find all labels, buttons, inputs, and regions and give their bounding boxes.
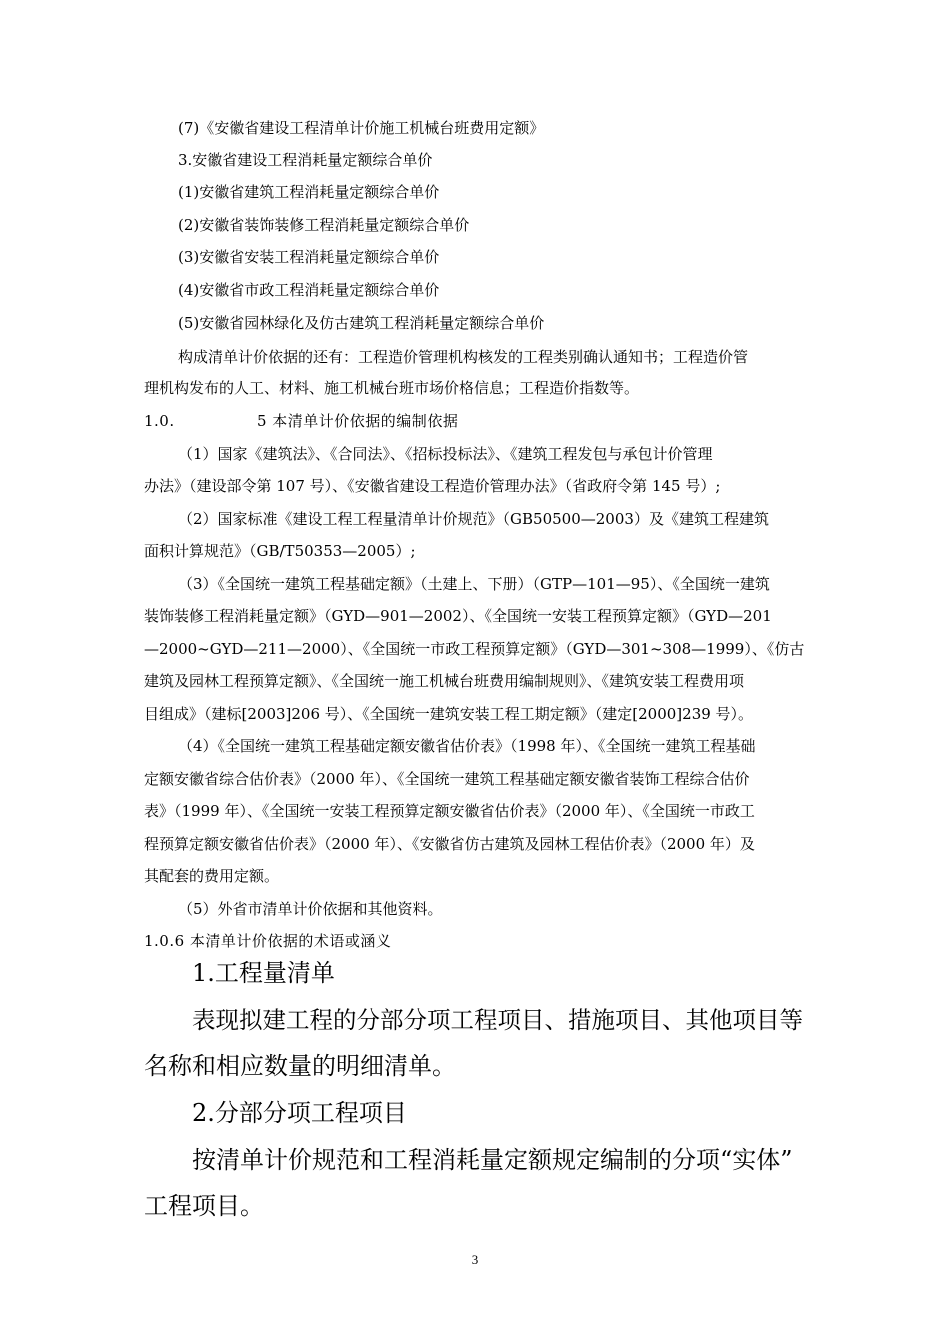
text-line: 目组成》（建标[2003]206 号）、《全国统一建筑安装工程工期定额》（建定[2000]239 号）。: [144, 705, 754, 723]
text-line: （2）国家标准《建设工程工程量清单计价规范》（GB50500—2003）及《建筑工程建筑: [178, 510, 769, 528]
text-line: (5)安徽省园林绿化及仿古建筑工程消耗量定额综合单价: [178, 314, 545, 332]
text-line: 装饰装修工程消耗量定额》（GYD—901—2002）、《全国统一安装工程预算定额》（GYD—201: [144, 607, 772, 625]
text-line: （4）《全国统一建筑工程基础定额安徽省估价表》（1998 年）、《全国统一建筑工程基础: [178, 737, 756, 755]
term-definition: 按清单计价规范和工程消耗量定额规定编制的分项“实体”: [192, 1146, 793, 1174]
text-line: 面积计算规范》（GB/T50353—2005）;: [144, 542, 416, 560]
text-line: (3)安徽省安装工程消耗量定额综合单价: [178, 248, 440, 266]
term-heading: 1.工程量清单: [192, 959, 335, 987]
text-line: 理机构发布的人工、材料、施工机械台班市场价格信息；工程造价指数等。: [144, 379, 640, 397]
text-line: 3.安徽省建设工程消耗量定额综合单价: [178, 151, 433, 169]
text-line: 办法》（建设部令第 107 号）、《安徽省建设工程造价管理办法》（省政府令第 145 号）;: [144, 477, 721, 495]
text-line: —2000~GYD—211—2000）、《全国统一市政工程预算定额》（GYD—301~308—1999）、《仿古: [144, 640, 805, 658]
text-line: (4)安徽省市政工程消耗量定额综合单价: [178, 281, 440, 299]
term-heading: 2.分部分项工程项目: [192, 1099, 407, 1127]
term-definition: 表现拟建工程的分部分项工程项目、措施项目、其他项目等: [192, 1006, 803, 1034]
text-line: (1)安徽省建筑工程消耗量定额综合单价: [178, 183, 440, 201]
text-line: (2)安徽省装饰装修工程消耗量定额综合单价: [178, 216, 470, 234]
text-line: （5）外省市清单计价依据和其他资料。: [178, 900, 443, 918]
text-line: （1）国家《建筑法》、《合同法》、《招标投标法》、《建筑工程发包与承包计价管理: [178, 445, 713, 463]
section-heading: 5 本清单计价依据的编制依据: [257, 412, 459, 430]
term-definition: 名称和相应数量的明细清单。: [144, 1052, 456, 1080]
text-line: 构成清单计价依据的还有：工程造价管理机构核发的工程类别确认通知书；工程造价管: [178, 348, 749, 366]
text-line: 其配套的费用定额。: [144, 867, 280, 885]
section-heading: 1.0.6 本清单计价依据的术语或涵义: [144, 932, 392, 950]
text-line: （3）《全国统一建筑工程基础定额》（土建上、下册）（GTP—101—95）、《全国统一建筑: [178, 575, 770, 593]
text-line: (7)《安徽省建设工程清单计价施工机械台班费用定额》: [178, 119, 545, 137]
text-line: 表》（1999 年）、《全国统一安装工程预算定额安徽省估价表》（2000 年）、《全国统一市政工: [144, 802, 755, 820]
page-number: 3: [471, 1252, 479, 1267]
term-definition: 工程项目。: [144, 1192, 264, 1220]
text-line: 程预算定额安徽省估价表》（2000 年）、《安徽省仿古建筑及园林工程估价表》（2000 年）及: [144, 835, 755, 853]
text-line: 定额安徽省综合估价表》（2000 年）、《全国统一建筑工程基础定额安徽省装饰工程综合估价: [144, 770, 750, 788]
text-line: 建筑及园林工程预算定额》、《全国统一施工机械台班费用编制规则》、《建筑安装工程费用项: [144, 672, 745, 690]
section-number: 1.0.: [144, 412, 175, 430]
